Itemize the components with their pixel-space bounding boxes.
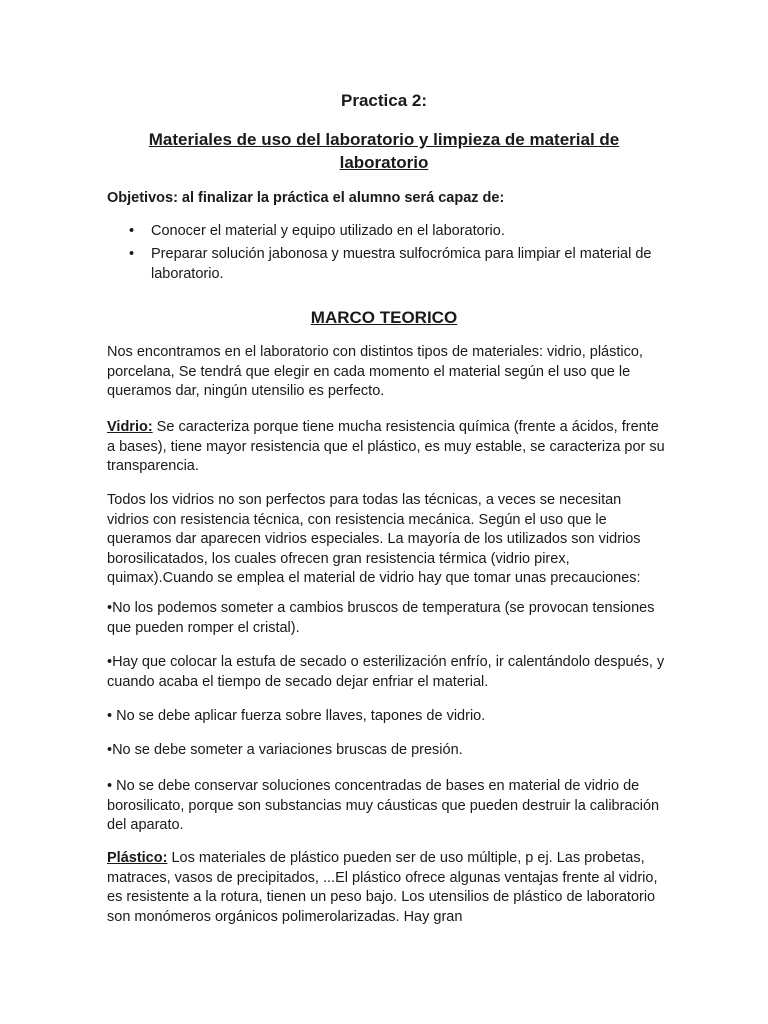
plastico-paragraph [107, 849, 667, 927]
precaution-item: • No se debe conservar soluciones concentradas de bases en material de vidrio de borosilicato, porque son substancias muy cáusticas que pueden destruir la calibración del aparato. [107, 778, 660, 833]
section-heading-text: MARCO TEORICO [310, 308, 458, 327]
vidrio-label: Vidrio: [107, 419, 153, 435]
precaution-item: •No los podemos someter a cambios bruscos de temperatura (se provocan tensiones que pueden romper el cristal). [107, 600, 655, 636]
section-heading [0, 308, 768, 328]
precaution-item: •No se debe someter a variaciones bruscas de presión. [107, 742, 463, 758]
plastico-text: Los materiales de plástico pueden ser de uso múltiple, p ej. Las probetas, matraces, vasos de precipitados, ...El plástico ofrece algunas ventajas frente al vidrio, es resistente a la rotura, tienen un peso bajo. Los utensilios de plástico de laboratorio son monómeros orgánicos polimerolarizadas. Hay gran [107, 850, 658, 925]
objectives-list [107, 221, 711, 287]
list-item: • Preparar solución jabonosa y muestra sulfocrómica para limpiar el material de laboratorio. [151, 244, 711, 284]
page-subtitle [120, 128, 648, 174]
vidrio-text: Se caracteriza porque tiene mucha resistencia química (frente a ácidos, frente a bases), tiene mayor resistencia que el plástico, es muy estable, se caracteriza por su transparencia. [107, 419, 665, 474]
page-title: Practica 2: [341, 91, 427, 110]
vidrio-paragraph [107, 418, 667, 477]
precaution-item: •Hay que colocar la estufa de secado o esterilización enfrío, ir calentándolo después, y cuando acaba el tiempo de secado dejar enfriar el material. [107, 654, 665, 690]
vidrio-detail-paragraph: Todos los vidrios no son perfectos para todas las técnicas, a veces se necesitan vidrios con resistencia técnica, con resistencia mecánica. Según el uso que le queramos dar aparecen vidrios especiales. La mayoría de los utilizados son vidrios borosilicatados, los cuales ofrecen gran resistencia térmica (vidrio pirex, quimax).Cuando se emplea el material de vidrio hay que tomar unas precauciones: [107, 492, 641, 586]
precaution-item: • No se debe aplicar fuerza sobre llaves, tapones de vidrio. [107, 708, 486, 724]
list-item: • Conocer el material y equipo utilizado en el laboratorio. [151, 221, 711, 241]
objectives-heading: Objetivos: al finalizar la práctica el alumno será capaz de: [107, 190, 505, 206]
intro-paragraph: Nos encontramos en el laboratorio con distintos tipos de materiales: vidrio, plástico, porcelana, Se tendrá que elegir en cada momento el material según el uso que le queramos dar, ningún utensilio es perfecto. [107, 344, 643, 399]
plastico-label: Plástico: [107, 850, 168, 866]
page-subtitle-text: Materiales de uso del laboratorio y limpieza de material de laboratorio [148, 130, 620, 172]
